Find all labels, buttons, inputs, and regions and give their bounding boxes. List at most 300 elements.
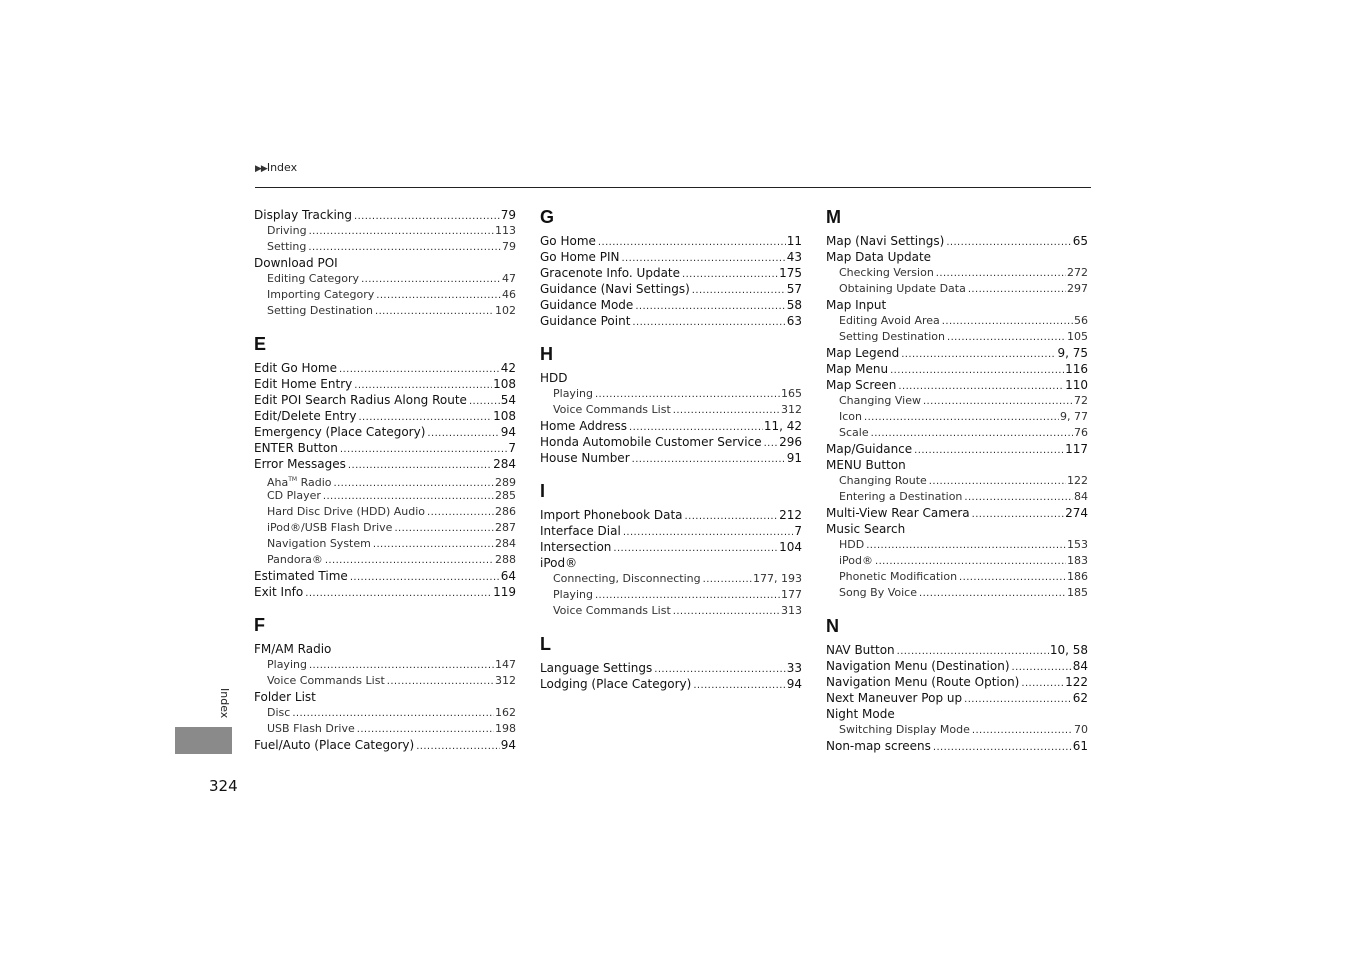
entry-text: Error Messages (254, 457, 346, 471)
entry-text: Estimated Time (254, 569, 348, 583)
index-subentry[interactable] (254, 705, 516, 721)
entry-page-number: 162 (495, 706, 516, 719)
entry-text: Importing Category (267, 288, 375, 301)
entry-text: Checking Version (839, 266, 934, 279)
entry-text: iPod®/USB Flash Drive (267, 521, 393, 534)
index-entry[interactable] (826, 505, 1088, 521)
entry-text: Music Search (826, 522, 906, 536)
entry-page-number: 79 (500, 208, 516, 222)
entry-text: Connecting, Disconnecting (553, 572, 701, 585)
entry-page-number: 296 (779, 435, 802, 449)
entry-page-number: 61 (1072, 739, 1088, 753)
index-entry[interactable] (540, 676, 802, 692)
entry-text: Playing (553, 588, 593, 601)
leader-dots (348, 570, 500, 586)
index-subentry[interactable] (540, 386, 802, 402)
entry-text: Voice Commands List (267, 674, 385, 687)
index-entry (254, 255, 516, 271)
entry-text: Go Home PIN (540, 250, 620, 264)
section-letter: L (540, 634, 551, 654)
entry-text: Edit Home Entry (254, 377, 353, 391)
page-number: 324 (209, 777, 238, 795)
index-entry[interactable] (254, 392, 516, 408)
leader-dots (762, 436, 779, 452)
index-subentry[interactable] (254, 287, 516, 303)
header-rule (255, 187, 1091, 188)
entry-text: Scale (839, 426, 869, 439)
index-subentry[interactable] (826, 537, 1088, 553)
entry-page-number: 185 (1067, 586, 1088, 599)
entry-page-number: 117 (1065, 442, 1088, 456)
entry-text: Playing (553, 387, 593, 400)
entry-page-number: 76 (1074, 426, 1088, 439)
leader-dots (869, 426, 1073, 442)
entry-page-number: 147 (495, 658, 516, 671)
section-letter: N (826, 616, 839, 636)
entry-page-number: 94 (500, 738, 516, 752)
entry-text: Editing Category (267, 272, 360, 285)
entry-page-number: 104 (779, 540, 802, 554)
leader-dots (593, 588, 780, 604)
entry-text: Voice Commands List (553, 604, 671, 617)
entry-text: Changing Route (839, 474, 927, 487)
index-subentry[interactable] (826, 585, 1088, 601)
leader-dots (373, 304, 494, 320)
entry-page-number: 9, 75 (1057, 346, 1088, 360)
leader-dots (1019, 676, 1064, 692)
entry-text: Navigation System (267, 537, 371, 550)
section-letter: I (540, 481, 546, 501)
entry-text: Go Home (540, 234, 596, 248)
entry-page-number: 84 (1074, 490, 1088, 503)
entry-page-number: 284 (495, 537, 516, 550)
index-subentry[interactable] (826, 313, 1088, 329)
index-subentry[interactable] (254, 271, 516, 287)
entry-text: Switching Display Mode (839, 723, 970, 736)
entry-page-number: 7 (794, 524, 802, 538)
leader-dots (917, 586, 1066, 602)
leader-dots (630, 452, 786, 468)
index-entry[interactable] (540, 265, 802, 281)
entry-text: Folder List (254, 690, 316, 704)
index-subentry[interactable] (254, 239, 516, 255)
entry-page-number: 105 (1067, 330, 1088, 343)
leader-dots (940, 314, 1073, 330)
entry-page-number: 62 (1072, 691, 1088, 705)
index-entry[interactable] (540, 233, 802, 249)
leader-dots (671, 604, 780, 620)
entry-text: Setting Destination (839, 330, 946, 343)
entry-text: Hard Disc Drive (HDD) Audio (267, 505, 426, 518)
index-entry[interactable] (540, 249, 802, 265)
leader-dots (621, 525, 794, 541)
leader-dots (944, 235, 1071, 251)
section-letter: M (826, 207, 841, 227)
entry-text: Disc (267, 706, 291, 719)
index-subentry[interactable] (254, 721, 516, 737)
section-letter: H (540, 344, 553, 364)
entry-page-number: 11, 42 (763, 419, 802, 433)
index-subentry[interactable] (540, 402, 802, 418)
leader-dots (862, 410, 1059, 426)
index-entry[interactable] (826, 738, 1088, 754)
index-subentry[interactable] (254, 536, 516, 552)
entry-text: Gracenote Info. Update (540, 266, 681, 280)
leader-dots (355, 722, 494, 738)
index-entry[interactable] (826, 377, 1088, 393)
index-subentry[interactable] (540, 587, 802, 603)
index-entry (826, 249, 1088, 265)
entry-text: FM/AM Radio (254, 642, 332, 656)
leader-dots (888, 363, 1064, 379)
entry-page-number: 297 (1067, 282, 1088, 295)
entry-text: Night Mode (826, 707, 895, 721)
leader-dots (371, 537, 494, 553)
index-entry[interactable] (254, 424, 516, 440)
index-entry[interactable] (254, 207, 516, 223)
entry-text: Map Legend (826, 346, 900, 360)
section-letter: G (540, 207, 555, 227)
index-entry[interactable] (254, 737, 516, 753)
entry-page-number: 65 (1072, 234, 1088, 248)
index-entry[interactable] (540, 418, 802, 434)
index-subentry[interactable] (826, 553, 1088, 569)
index-entry[interactable] (254, 568, 516, 584)
entry-page-number: 7 (508, 441, 516, 455)
entry-text: Icon (839, 410, 862, 423)
index-subentry[interactable] (826, 473, 1088, 489)
entry-page-number: 94 (786, 677, 802, 691)
entry-text: Pandora® (267, 553, 323, 566)
entry-page-number: 91 (786, 451, 802, 465)
entry-text: MENU Button (826, 458, 906, 472)
index-subentry[interactable] (254, 472, 516, 488)
index-subentry[interactable] (254, 504, 516, 520)
entry-text: Home Address (540, 419, 628, 433)
leader-dots (683, 509, 779, 525)
entry-text: Next Maneuver Pop up (826, 691, 963, 705)
index-entry[interactable] (254, 360, 516, 376)
side-tab-label: Index (218, 688, 231, 719)
entry-page-number: 289 (495, 476, 516, 489)
entry-page-number: 63 (786, 314, 802, 328)
leader-dots (690, 283, 786, 299)
leader-dots (680, 267, 778, 283)
leader-dots (966, 282, 1066, 298)
entry-text: Edit POI Search Radius Along Route (254, 393, 467, 407)
leader-dots (385, 674, 494, 690)
leader-dots (306, 240, 501, 256)
entry-text: Playing (267, 658, 307, 671)
index-subentry[interactable] (826, 569, 1088, 585)
entry-text: Obtaining Update Data (839, 282, 966, 295)
entry-page-number: 33 (786, 661, 802, 675)
entry-page-number: 186 (1067, 570, 1088, 583)
index-entry (540, 370, 802, 386)
leader-dots (864, 538, 1066, 554)
entry-page-number: 113 (495, 224, 516, 237)
leader-dots (425, 426, 499, 442)
index-subentry[interactable] (254, 657, 516, 673)
index-subentry[interactable] (254, 552, 516, 568)
entry-text: Download POI (254, 256, 338, 270)
leader-dots (290, 706, 494, 722)
entry-text: Display Tracking (254, 208, 353, 222)
index-subentry[interactable] (826, 489, 1088, 505)
entry-page-number: 198 (495, 722, 516, 735)
entry-text: Editing Avoid Area (839, 314, 940, 327)
entry-page-number: 108 (493, 409, 516, 423)
leader-dots (374, 288, 501, 304)
entry-text: Map Input (826, 298, 887, 312)
index-entry (254, 689, 516, 705)
entry-text: Emergency (Place Category) (254, 425, 426, 439)
entry-page-number: 102 (495, 304, 516, 317)
index-entry[interactable] (540, 297, 802, 313)
trademark-superscript: TM (288, 476, 298, 483)
index-subentry[interactable] (254, 303, 516, 319)
index-entry[interactable] (254, 456, 516, 472)
leader-dots (593, 387, 780, 403)
index-entry[interactable] (254, 584, 516, 600)
index-entry[interactable] (826, 441, 1088, 457)
leader-dots (611, 541, 778, 557)
index-entry[interactable] (540, 281, 802, 297)
leader-dots (323, 553, 494, 569)
entry-page-number: 79 (502, 240, 516, 253)
index-subentry[interactable] (826, 425, 1088, 441)
breadcrumb-arrows-icon: ▶▶ (255, 164, 267, 174)
entry-page-number: 46 (502, 288, 516, 301)
entry-text: Aha™ Radio (267, 476, 332, 489)
leader-dots (896, 379, 1064, 395)
entry-text: Map Data Update (826, 250, 932, 264)
entry-page-number: 175 (779, 266, 802, 280)
entry-page-number: 84 (1072, 659, 1088, 673)
entry-page-number: 177, 193 (753, 572, 802, 585)
index-entry (826, 706, 1088, 722)
entry-page-number: 272 (1067, 266, 1088, 279)
index-subentry[interactable] (826, 281, 1088, 297)
leader-dots (337, 362, 500, 378)
entry-text: Navigation Menu (Route Option) (826, 675, 1020, 689)
entry-text: Map (Navi Settings) (826, 234, 945, 248)
entry-page-number: 122 (1065, 675, 1088, 689)
index-subentry[interactable] (540, 571, 802, 587)
entry-text: Honda Automobile Customer Service (540, 435, 762, 449)
index-entry[interactable] (540, 313, 802, 329)
index-subentry[interactable] (254, 673, 516, 689)
entry-text-suffix: Radio (297, 476, 332, 489)
index-entry[interactable] (826, 674, 1088, 690)
leader-dots (307, 658, 494, 674)
breadcrumb-label[interactable]: Index (266, 161, 298, 174)
breadcrumb (255, 161, 297, 174)
entry-page-number: 57 (786, 282, 802, 296)
leader-dots (945, 330, 1066, 346)
leader-dots (338, 442, 508, 458)
leader-dots (899, 347, 1056, 363)
entry-text: Phonetic Modification (839, 570, 958, 583)
entry-text: HDD (540, 371, 568, 385)
index-entry (826, 521, 1088, 537)
entry-text: HDD (839, 538, 865, 551)
index-subentry[interactable] (254, 223, 516, 239)
leader-dots (346, 458, 492, 474)
index-subentry[interactable] (826, 722, 1088, 738)
entry-page-number: 58 (786, 298, 802, 312)
index-entry[interactable] (826, 233, 1088, 249)
index-entry[interactable] (254, 376, 516, 392)
index-entry[interactable] (826, 658, 1088, 674)
entry-text: USB Flash Drive (267, 722, 355, 735)
entry-text: Driving (267, 224, 307, 237)
entry-page-number: 47 (502, 272, 516, 285)
leader-dots (962, 692, 1072, 708)
entry-text: Map Screen (826, 378, 897, 392)
index-entry[interactable] (540, 434, 802, 450)
leader-dots (392, 521, 494, 537)
leader-dots (912, 443, 1064, 459)
index-entry[interactable] (826, 361, 1088, 377)
entry-text: Setting (267, 240, 307, 253)
index-subentry[interactable] (540, 603, 802, 619)
entry-page-number: 212 (779, 508, 802, 522)
entry-text: Exit Info (254, 585, 304, 599)
leader-dots (701, 572, 752, 588)
leader-dots (927, 474, 1066, 490)
side-tab-marker (175, 727, 232, 754)
entry-text: iPod® (540, 556, 578, 570)
entry-page-number: 54 (500, 393, 516, 407)
leader-dots (352, 209, 500, 225)
index-entry (826, 297, 1088, 313)
entry-page-number: 116 (1065, 362, 1088, 376)
entry-page-number: 286 (495, 505, 516, 518)
leader-dots (970, 723, 1073, 739)
entry-text: Edit/Delete Entry (254, 409, 357, 423)
entry-page-number: 72 (1074, 394, 1088, 407)
index-subentry[interactable] (826, 265, 1088, 281)
entry-page-number: 110 (1065, 378, 1088, 392)
entry-text: Map Menu (826, 362, 889, 376)
leader-dots (425, 505, 494, 521)
entry-page-number: 287 (495, 521, 516, 534)
leader-dots (633, 299, 785, 315)
entry-page-number: 56 (1074, 314, 1088, 327)
index-entry[interactable] (826, 690, 1088, 706)
entry-page-number: 312 (495, 674, 516, 687)
entry-page-number: 70 (1074, 723, 1088, 736)
index-entry[interactable] (540, 660, 802, 676)
entry-text: Language Settings (540, 661, 653, 675)
entry-text: Navigation Menu (Destination) (826, 659, 1010, 673)
entry-text: Guidance Mode (540, 298, 634, 312)
leader-dots (970, 507, 1064, 523)
entry-text: Fuel/Auto (Place Category) (254, 738, 415, 752)
entry-page-number: 108 (493, 377, 516, 391)
entry-text: House Number (540, 451, 630, 465)
leader-dots (934, 266, 1066, 282)
index-entry[interactable] (540, 450, 802, 466)
index-entry[interactable] (540, 523, 802, 539)
index-entry[interactable] (254, 440, 516, 456)
entry-text: Map/Guidance (826, 442, 913, 456)
leader-dots (321, 489, 494, 505)
entry-text: ENTER Button (254, 441, 338, 455)
entry-text: NAV Button (826, 643, 895, 657)
entry-page-number: 288 (495, 553, 516, 566)
leader-dots (921, 394, 1073, 410)
leader-dots (630, 315, 785, 331)
index-entry[interactable] (540, 507, 802, 523)
index-subentry[interactable] (254, 488, 516, 504)
entry-text: Multi-View Rear Camera (826, 506, 970, 520)
entry-page-number: 165 (781, 387, 802, 400)
index-entry (254, 641, 516, 657)
section-letter: F (254, 615, 265, 635)
index-column-2 (540, 207, 802, 692)
entry-page-number: 9, 77 (1060, 410, 1088, 423)
entry-text: Changing View (839, 394, 921, 407)
index-subentry[interactable] (254, 520, 516, 536)
entry-text: Import Phonebook Data (540, 508, 683, 522)
entry-page-number: 119 (493, 585, 516, 599)
index-entry[interactable] (826, 642, 1088, 658)
entry-page-number: 284 (493, 457, 516, 471)
entry-page-number: 285 (495, 489, 516, 502)
index-subentry[interactable] (826, 329, 1088, 345)
leader-dots (962, 490, 1073, 506)
entry-text: Interface Dial (540, 524, 621, 538)
entry-page-number: 10, 58 (1049, 643, 1088, 657)
entry-text: Non-map screens (826, 739, 931, 753)
entry-page-number: 94 (500, 425, 516, 439)
entry-text: Intersection (540, 540, 612, 554)
entry-page-number: 274 (1065, 506, 1088, 520)
entry-page-number: 183 (1067, 554, 1088, 567)
entry-page-number: 153 (1067, 538, 1088, 551)
index-column-1 (254, 207, 516, 753)
entry-page-number: 313 (781, 604, 802, 617)
entry-page-number: 177 (781, 588, 802, 601)
leader-dots (596, 235, 786, 251)
entry-text: Song By Voice (839, 586, 917, 599)
entry-text: Voice Commands List (553, 403, 671, 416)
leader-dots (359, 272, 501, 288)
index-entry[interactable] (254, 408, 516, 424)
leader-dots (303, 586, 492, 602)
leader-dots (957, 570, 1066, 586)
index-entry (826, 457, 1088, 473)
leader-dots (414, 739, 500, 755)
index-entry[interactable] (540, 539, 802, 555)
leader-dots (873, 554, 1066, 570)
entry-page-number: 64 (500, 569, 516, 583)
leader-dots (931, 740, 1072, 756)
entry-text: CD Player (267, 489, 321, 502)
entry-text: Guidance (Navi Settings) (540, 282, 690, 296)
entry-text: Entering a Destination (839, 490, 963, 503)
section-letter: E (254, 334, 267, 354)
index-column-3 (826, 207, 1088, 754)
leader-dots (671, 403, 780, 419)
index-subentry[interactable] (826, 409, 1088, 425)
index-subentry[interactable] (826, 393, 1088, 409)
index-entry (540, 555, 802, 571)
entry-text: Guidance Point (540, 314, 631, 328)
index-entry[interactable] (826, 345, 1088, 361)
